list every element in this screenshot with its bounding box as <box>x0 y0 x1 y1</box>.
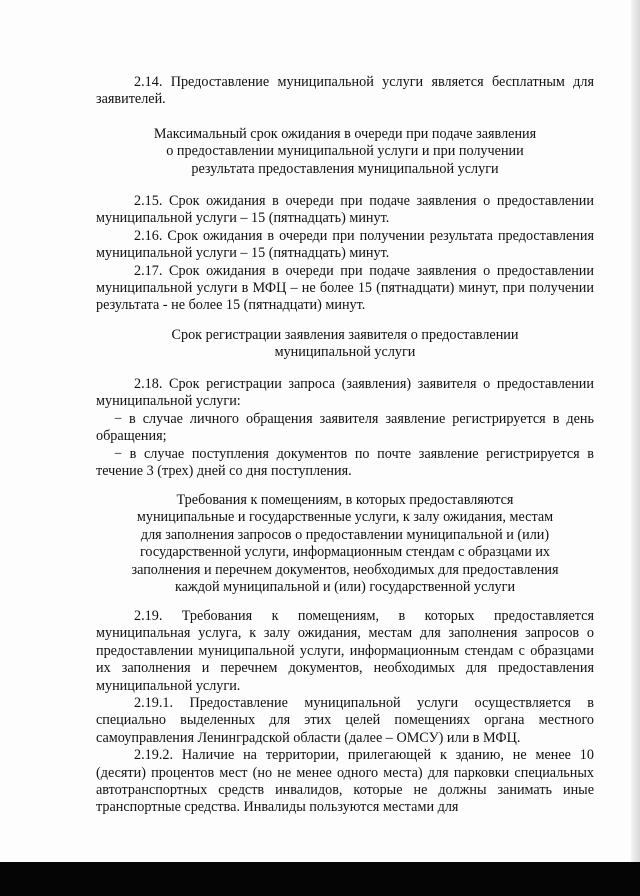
heading-line: Срок регистрации заявления заявителя о предоставлении <box>171 327 519 343</box>
scan-bottom-border <box>0 862 640 896</box>
heading-line: каждой муниципальной и (или) государственной услуги <box>174 579 516 596</box>
paragraph-2-14: 2.14. Предоставление муниципальной услуги является бесплатным для заявителей. <box>96 74 594 108</box>
paragraph-2-18: 2.18. Срок регистрации запроса (заявления) заявителя о предоставлении муниципальной услуги: <box>96 376 594 410</box>
heading-line: Требования к помещениям, в которых предоставляются <box>176 492 514 508</box>
paragraph-2-19: 2.19. Требования к помещениям, в которых предоставляется муниципальная услуга, к залу ожидания, местам для заполнения запросов о предоставлении муниципальной услуги, информационным стендам с образцами их заполнения и перечнем документов, необходимых для предоставления муниципальной услуги. <box>96 608 594 694</box>
heading-line: для заполнения запросов о предоставлении муниципальной и (или) <box>140 526 550 543</box>
section-heading-queue-wait <box>96 126 594 178</box>
paragraph-2-15: 2.15. Срок ожидания в очереди при подаче заявления о предоставлении муниципальной услуги – 15 (пятнадцать) минут. <box>96 193 594 227</box>
section-heading-premises-requirements <box>96 492 594 596</box>
paragraph-group <box>96 193 594 315</box>
heading-line: Максимальный срок ожидания в очереди при подаче заявления <box>153 126 537 142</box>
heading-line: о предоставлении муниципальной услуги и при получении <box>166 143 524 160</box>
scan-edge-shadow <box>631 0 640 896</box>
paragraph-group <box>96 608 594 817</box>
heading-line: заполнения и перечнем документов, необходимых для предоставления <box>131 561 559 578</box>
paragraph-group <box>96 376 594 480</box>
bullet-item: − в случае личного обращения заявителя заявление регистрируется в день обращения; <box>96 410 594 445</box>
heading-line: государственной услуги, информационным стендам с образцами их <box>139 544 551 561</box>
paragraph-group <box>96 74 594 109</box>
bullet-item: − в случае поступления документов по почте заявление регистрируется в течение 3 (трех) дней со дня поступления. <box>96 445 594 480</box>
heading-line: муниципальные и государственные услуги, к залу ожидания, местам <box>136 509 554 526</box>
paragraph-2-19-1: 2.19.1. Предоставление муниципальной услуги осуществляется в специально выделенных для этих целей помещениях органа местного самоуправления Ленинградской области (далее – ОМСУ) или в МФЦ. <box>96 695 594 746</box>
paragraph-2-19-2: 2.19.2. Наличие на территории, прилегающей к зданию, не менее 10 (десяти) процентов мест (но не менее одного места) для парковки специальных автотранспортных средств инвалидов, которые не должны занимать иные транспортные средства. Инвалиды пользуются местами для <box>96 747 594 816</box>
section-heading-registration <box>96 327 594 362</box>
heading-line: результата предоставления муниципальной услуги <box>191 160 499 177</box>
heading-line: муниципальной услуги <box>274 344 416 361</box>
paragraph-2-17: 2.17. Срок ожидания в очереди при подаче заявления о предоставлении муниципальной услуги в МФЦ – не более 15 (пятнадцати) минут, при получении результата - не более 15 (пятнадцати) минут. <box>96 262 594 314</box>
paragraph-2-16: 2.16. Срок ожидания в очереди при получении результата предоставления муниципальной услуги – 15 (пятнадцать) минут. <box>96 227 594 262</box>
